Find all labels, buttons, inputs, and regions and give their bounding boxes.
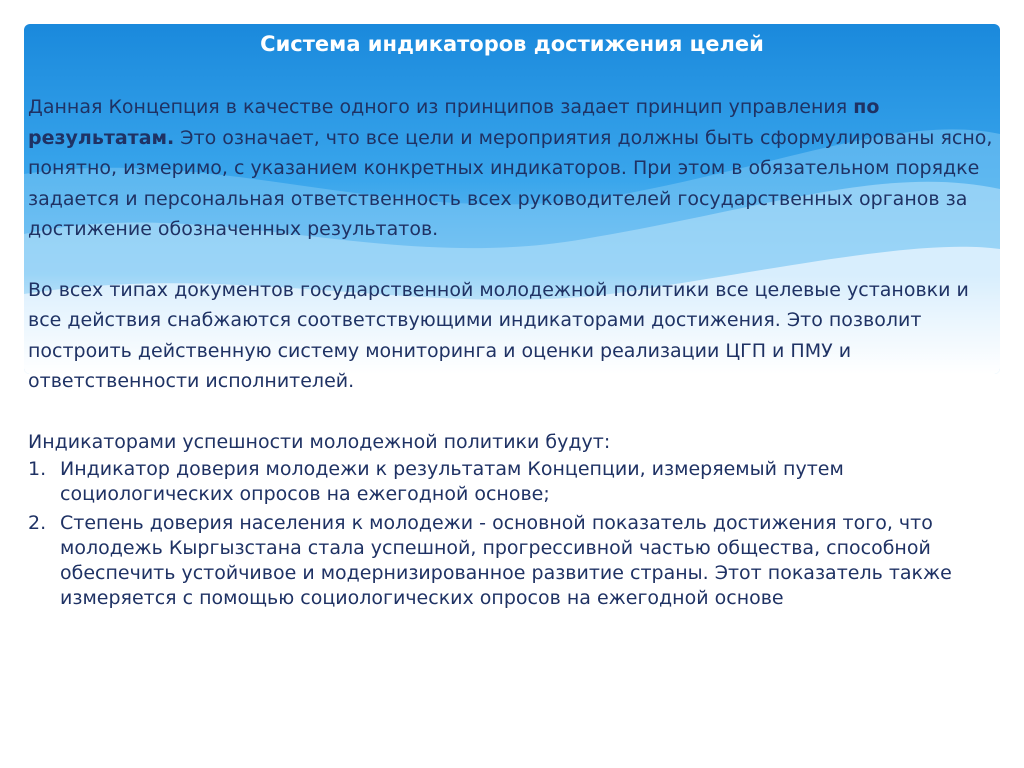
results-emphasis: по результатам. — [28, 96, 880, 149]
list-item — [28, 511, 998, 611]
list-item-number: 2. — [28, 512, 47, 534]
concept-paragraph-start: Данная Концепция в качестве одного из принципов задает принцип управления — [28, 96, 854, 118]
list-item-number: 1. — [28, 458, 47, 480]
concept-paragraph — [28, 92, 998, 245]
concept-paragraph-end: Это означает, что все цели и мероприятия должны быть сформулированы ясно, понятно, измеримо, с указанием конкретных индикаторов. При этом в обязательном порядке задается и персональная ответственность всех руководителей государственных органов за достижение обозначенных результатов. — [28, 126, 993, 240]
documents-paragraph: Во всех типах документов государственной молодежной политики все целевые установки и все действия снабжаются соответствующими индикаторами достижения. Это позволит построить действенную систему мониторинга и оценки реализации ЦГП и ПМУ и ответственности исполнителей. — [28, 278, 969, 392]
list-item-text: Индикатор доверия молодежи к результатам Концепции, измеряемый путем социологических опросов на ежегодной основе; — [60, 458, 844, 505]
indicators-intro: Индикаторами успешности молодежной политики будут: — [28, 430, 611, 453]
list-item — [28, 457, 998, 507]
slide-body — [28, 92, 998, 615]
paragraph-spacer — [28, 245, 998, 275]
slide-title: Система индикаторов достижения целей — [260, 32, 764, 56]
paragraph-spacer — [28, 397, 998, 427]
list-item-text: Степень доверия населения к молодежи - основной показатель достижения того, что молодежь Кыргызстана стала успешной, прогрессивной частью общества, способной обеспечить устойчивое и модернизированное развитие страны. Этот показатель также измеряется с помощью социологических опросов на ежегодной основе — [60, 512, 952, 609]
indicators-list — [28, 457, 998, 611]
